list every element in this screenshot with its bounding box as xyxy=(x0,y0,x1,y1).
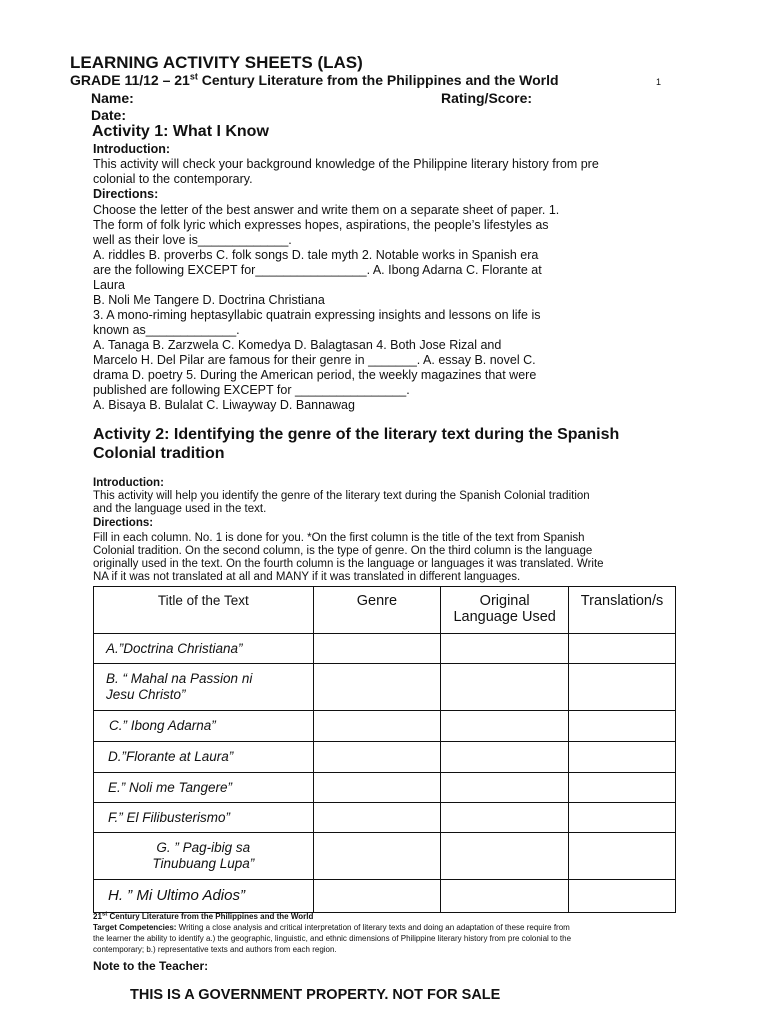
translations-cell[interactable] xyxy=(569,880,676,913)
table-row xyxy=(94,803,676,833)
competencies-text: Writing a close analysis and critical interpretation of literary texts and doing an adaptation of these require from xyxy=(176,923,570,932)
page-number: 1 xyxy=(656,77,662,87)
translations-cell[interactable] xyxy=(569,664,676,711)
directions-line: B. Noli Me Tangere D. Doctrina Christiana xyxy=(93,293,325,307)
document-title: LEARNING ACTIVITY SHEETS (LAS) xyxy=(70,53,363,72)
translations-cell[interactable] xyxy=(569,803,676,833)
translations-cell[interactable] xyxy=(569,711,676,742)
original-language-cell[interactable] xyxy=(441,880,569,913)
directions-line: drama D. poetry 5. During the American period, the weekly magazines that were xyxy=(93,368,537,382)
genre-table xyxy=(93,586,676,913)
original-language-cell[interactable] xyxy=(441,742,569,773)
genre-cell[interactable] xyxy=(313,833,441,880)
footer-course-title xyxy=(93,912,313,921)
directions-line: Fill in each column. No. 1 is done for you. *On the first column is the title of the text from Spanish xyxy=(93,532,585,544)
genre-cell[interactable] xyxy=(313,803,441,833)
original-language-cell[interactable] xyxy=(441,833,569,880)
table-row xyxy=(94,711,676,742)
activity2-directions-text xyxy=(93,532,604,584)
translations-cell[interactable] xyxy=(569,742,676,773)
directions-line: originally used in the text. On the fourth column is the language or languages it was translated. Write xyxy=(93,558,604,570)
directions-line: NA if it was not translated at all and MANY if it was translated in different languages. xyxy=(93,571,521,583)
translations-cell[interactable] xyxy=(569,833,676,880)
directions-line: A. Bisaya B. Bulalat C. Liwayway D. Bannawag xyxy=(93,398,355,412)
text-title-cell: E.” Noli me Tangere” xyxy=(94,773,314,803)
translations-cell[interactable] xyxy=(569,773,676,803)
grade-course-line xyxy=(70,72,559,88)
directions-line: Marcelo H. Del Pilar are famous for their genre in _______. A. essay B. novel C. xyxy=(93,353,536,367)
text-title-cell: G. ” Pag-ibig sa Tinubuang Lupa” xyxy=(94,833,314,880)
original-language-cell[interactable] xyxy=(441,711,569,742)
table-row xyxy=(94,664,676,711)
directions-line: 3. A mono-riming heptasyllabic quatrain expressing insights and lessons on life is xyxy=(93,308,541,322)
directions-line: published are following EXCEPT for ________________. xyxy=(93,383,410,397)
translations-cell[interactable] xyxy=(569,634,676,664)
competencies-line: contemporary; b.) representative texts and authors from each region. xyxy=(93,945,337,954)
name-label: Name: xyxy=(91,90,134,106)
activity1-intro-text xyxy=(93,157,599,187)
header-title-of-text: Title of the Text xyxy=(94,587,314,634)
competencies-line xyxy=(93,922,571,933)
original-language-cell[interactable] xyxy=(441,664,569,711)
text-title-cell: H. ” Mi Ultimo Adios” xyxy=(94,880,314,913)
grade-course-title: Century Literature from the Philippines and the World xyxy=(197,72,559,88)
header-original-language: Original Language Used xyxy=(441,587,569,634)
intro-line: colonial to the contemporary. xyxy=(93,172,253,186)
activity1-intro-label: Introduction: xyxy=(93,142,171,156)
genre-cell[interactable] xyxy=(313,742,441,773)
original-language-cell[interactable] xyxy=(441,634,569,664)
table-row xyxy=(94,880,676,913)
intro-line: This activity will check your background knowledge of the Philippine literary history from pre xyxy=(93,157,599,171)
genre-cell[interactable] xyxy=(313,880,441,913)
table-row xyxy=(94,742,676,773)
activity2-title-line: Activity 2: Identifying the genre of the literary text during the Spanish xyxy=(93,426,620,443)
competencies-line: the learner the ability to identify a.) the geographic, linguistic, and ethnic dimensions of Philippine literary history from pre colonial to the xyxy=(93,934,572,943)
header-genre: Genre xyxy=(313,587,441,634)
directions-line: known as_____________. xyxy=(93,323,240,337)
activity2-intro-text xyxy=(93,490,590,516)
text-title-cell: D.”Florante at Laura” xyxy=(94,742,314,773)
original-language-cell[interactable] xyxy=(441,773,569,803)
intro-line: This activity will help you identify the genre of the literary text during the Spanish Colonial tradition xyxy=(93,490,590,502)
table-row xyxy=(94,833,676,880)
directions-line: A. riddles B. proverbs C. folk songs D. tale myth 2. Notable works in Spanish era xyxy=(93,248,539,262)
target-competencies xyxy=(93,922,571,955)
table-row xyxy=(94,773,676,803)
activity2-directions-label: Directions: xyxy=(93,517,154,529)
genre-cell[interactable] xyxy=(313,634,441,664)
grade-prefix: GRADE 11/12 – 21 xyxy=(70,72,190,88)
table-row xyxy=(94,634,676,664)
date-label: Date: xyxy=(91,107,127,123)
genre-cell[interactable] xyxy=(313,664,441,711)
directions-line: Colonial tradition. On the second column, is the type of genre. On the third column is the language xyxy=(93,545,593,557)
activity1-directions-text xyxy=(93,203,559,413)
activity2-title xyxy=(93,425,619,463)
directions-line: The form of folk lyric which expresses hopes, aspirations, the people’s lifestyles as xyxy=(93,218,549,232)
text-title-cell: C.” Ibong Adarna” xyxy=(94,711,314,742)
directions-line: Laura xyxy=(93,278,125,292)
directions-line: A. Tanaga B. Zarzwela C. Komedya D. Balagtasan 4. Both Jose Rizal and xyxy=(93,338,502,352)
original-language-cell[interactable] xyxy=(441,803,569,833)
footer-course-prefix: 21 xyxy=(93,912,102,921)
text-title-cell: B. “ Mahal na Passion ni Jesu Christo” xyxy=(94,664,314,711)
directions-line: are the following EXCEPT for________________. A. Ibong Adarna C. Florante at xyxy=(93,263,542,277)
grade-superscript: st xyxy=(189,71,198,82)
directions-line: Choose the letter of the best answer and write them on a separate sheet of paper. 1. xyxy=(93,203,560,217)
activity1-directions-label: Directions: xyxy=(93,187,159,201)
directions-line: well as their love is_____________. xyxy=(93,233,292,247)
genre-cell[interactable] xyxy=(313,711,441,742)
government-property-notice: THIS IS A GOVERNMENT PROPERTY. NOT FOR SALE xyxy=(130,987,501,1003)
activity1-title: Activity 1: What I Know xyxy=(92,123,269,140)
genre-cell[interactable] xyxy=(313,773,441,803)
rating-score-label: Rating/Score: xyxy=(441,90,533,106)
intro-line: and the language used in the text. xyxy=(93,503,267,515)
text-title-cell: A.”Doctrina Christiana” xyxy=(94,634,314,664)
activity2-intro-label: Introduction: xyxy=(93,477,164,489)
text-title-cell: F.” El Filibusterismo” xyxy=(94,803,314,833)
table-header-row xyxy=(94,587,676,634)
header-translations: Translation/s xyxy=(569,587,676,634)
competencies-label: Target Competencies: xyxy=(93,923,177,932)
footer-course-superscript: st xyxy=(101,911,108,918)
activity2-title-line: Colonial tradition xyxy=(93,445,225,462)
note-to-teacher-label: Note to the Teacher: xyxy=(93,959,209,973)
footer-course-rest: Century Literature from the Philippines and the World xyxy=(107,912,314,921)
